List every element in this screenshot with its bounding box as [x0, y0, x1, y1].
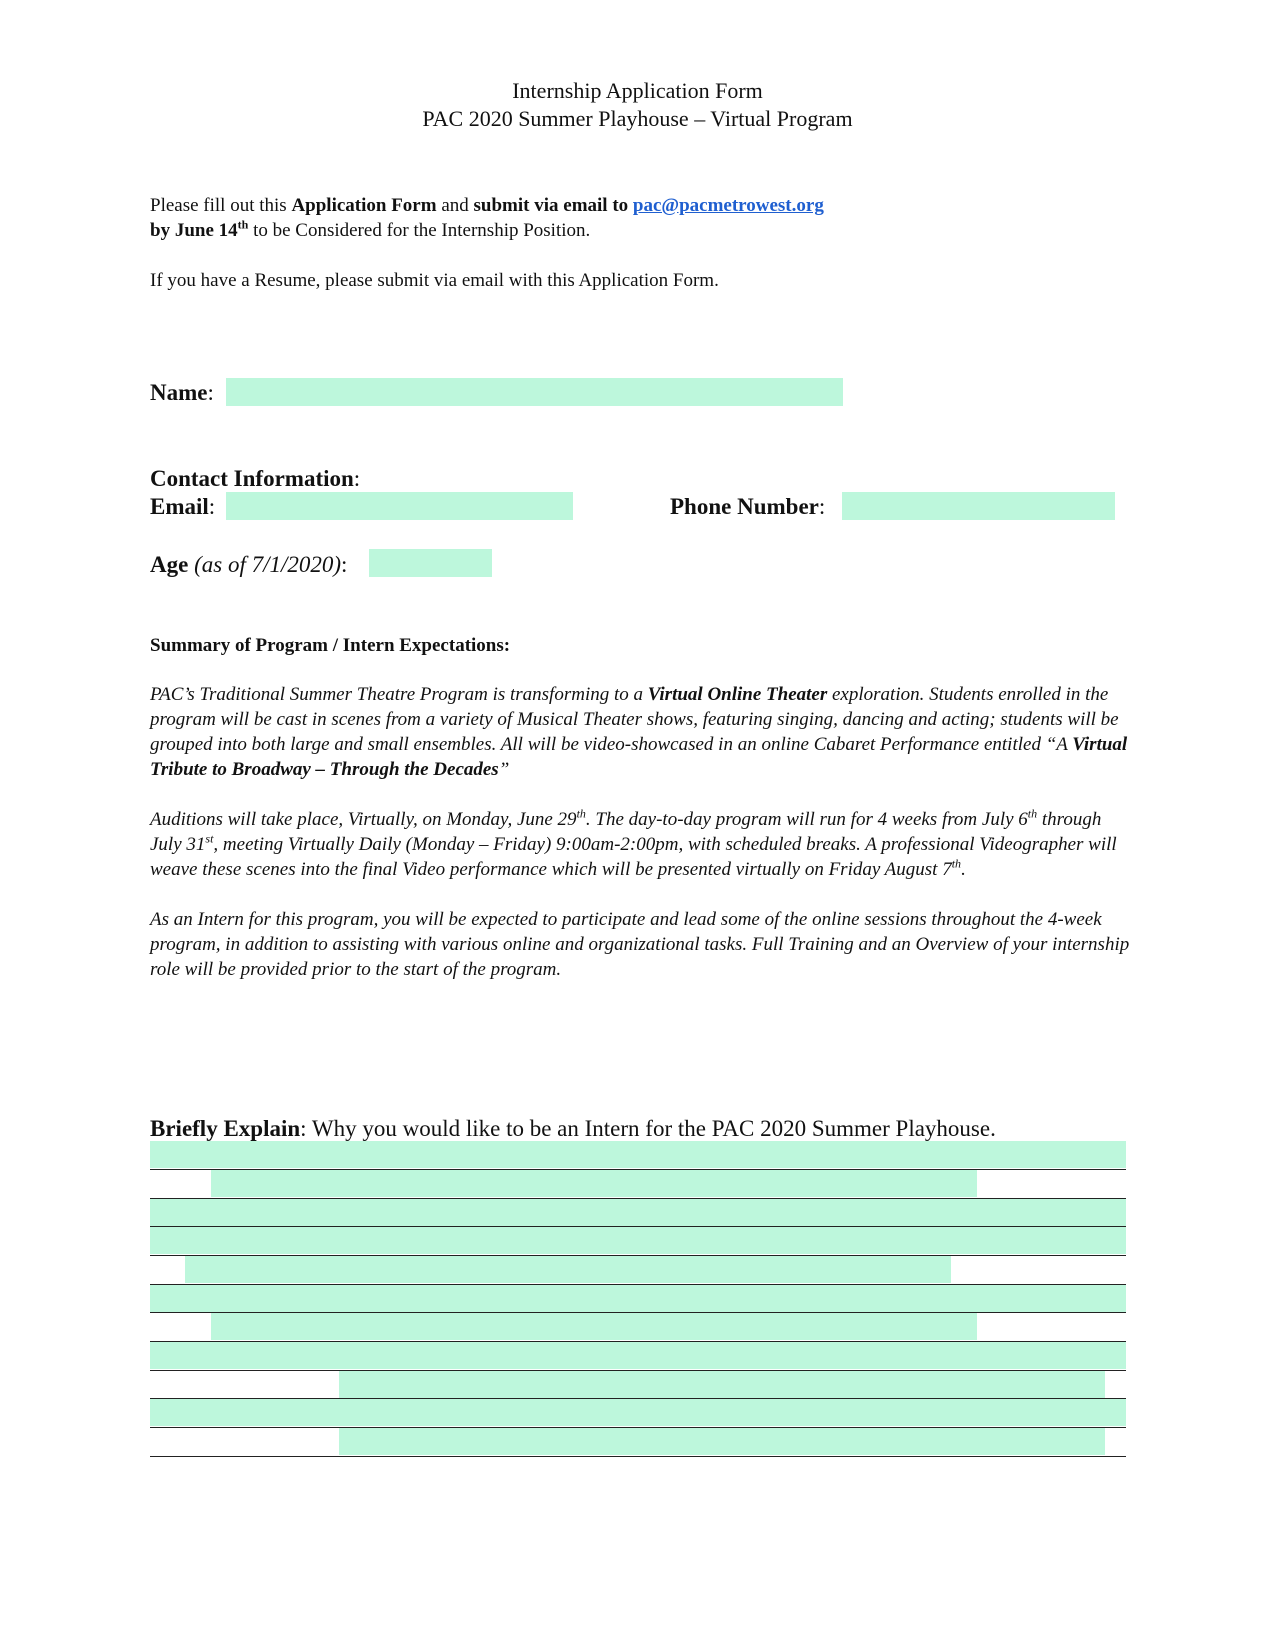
- phone-field[interactable]: [842, 492, 1115, 520]
- email-link[interactable]: pac@pacmetrowest.org: [632, 195, 824, 216]
- resume-note: If you have a Resume, please submit via email with this Application Form.: [150, 270, 719, 291]
- name-label: Name: [150, 380, 208, 405]
- colon: :: [341, 552, 348, 577]
- answer-rule: [150, 1456, 1126, 1457]
- intro-text: and: [436, 195, 474, 216]
- summary-paragraph-2: [150, 807, 1130, 882]
- summary-text: Auditions will take place, Virtually, on Monday, June 29: [150, 809, 577, 830]
- summary-text: . The day-to-day program will run for 4 weeks from July 6: [585, 809, 1028, 830]
- summary-text: exploration. Students enrolled in the program will be cast in scenes from a variety of Musical Theater shows, featuring singing, dancing and acting; students will be grouped into both large and small ensembles. All will be video-showcased in an online Cabaret Performance entitled “A: [150, 684, 1119, 755]
- summary-text: .: [961, 859, 966, 880]
- explain-prompt: : Why you would like to be an Intern for the PAC 2020 Summer Playhouse.: [300, 1116, 996, 1141]
- name-field[interactable]: [226, 378, 843, 406]
- summary-text: ”: [498, 759, 510, 780]
- colon: :: [208, 494, 216, 519]
- summary-paragraph-1: [150, 682, 1130, 782]
- explain-label: Briefly Explain: [150, 1116, 301, 1141]
- intro-bold-form: Application Form: [291, 195, 437, 216]
- colon: :: [207, 380, 214, 405]
- intro-text: to be Considered for the Internship Position.: [248, 220, 591, 241]
- colon: :: [818, 494, 826, 519]
- form-title: Internship Application Form: [512, 78, 763, 103]
- contact-label: Contact Information: [150, 466, 354, 491]
- summary-sup: th: [951, 856, 962, 871]
- summary-bold: Virtual Online Theater: [647, 684, 828, 705]
- form-subtitle: PAC 2020 Summer Playhouse – Virtual Program: [422, 106, 853, 131]
- email-field[interactable]: [226, 492, 573, 520]
- summary-sup: st: [205, 831, 214, 846]
- summary-text: through July 31: [150, 809, 1102, 855]
- email-label: Email: [150, 494, 209, 519]
- colon: :: [353, 466, 361, 491]
- age-note: (as of 7/1/2020): [194, 552, 342, 577]
- deadline-sup: th: [237, 217, 249, 232]
- age-label-row: [150, 551, 347, 579]
- intro-line-2: [150, 218, 590, 243]
- age-label: Age: [150, 552, 189, 577]
- explain-label-row: [150, 1115, 996, 1143]
- summary-sup: th: [576, 806, 586, 821]
- age-field[interactable]: [369, 549, 492, 577]
- intro-line-1: [150, 193, 824, 218]
- summary-paragraph-3: As an Intern for this program, you will be expected to participate and lead some of the online sessions throughout the 4-week program, in addition to assisting with various online and organizational tasks. Full Training and an Overview of your internship role will be provided prior to the start of the program.: [150, 909, 1130, 980]
- email-label-row: [150, 493, 215, 521]
- summary-sup: th: [1027, 806, 1038, 821]
- contact-label-row: [150, 465, 360, 493]
- phone-label: Phone Number: [670, 494, 819, 519]
- name-label-row: [150, 379, 214, 407]
- summary-text: PAC’s Traditional Summer Theatre Program is transforming to a: [150, 684, 648, 705]
- explain-answer-field[interactable]: [150, 1141, 1126, 1456]
- summary-heading: Summary of Program / Intern Expectations:: [150, 635, 511, 656]
- summary-text: , meeting Virtually Daily (Monday – Friday) 9:00am-2:00pm, with scheduled breaks. A professional Videographer will weave these scenes into the final Video performance which will be presented virtually on Friday August 7: [150, 834, 1117, 880]
- deadline-text: by June 14: [150, 220, 238, 241]
- intro-bold-submit: submit via email to: [473, 195, 633, 216]
- summary-bold: Virtual Tribute to Broadway – Through the Decades: [150, 734, 1128, 780]
- intro-text: Please fill out this: [150, 195, 292, 216]
- summary-body: [150, 682, 1130, 982]
- phone-label-row: [670, 493, 825, 521]
